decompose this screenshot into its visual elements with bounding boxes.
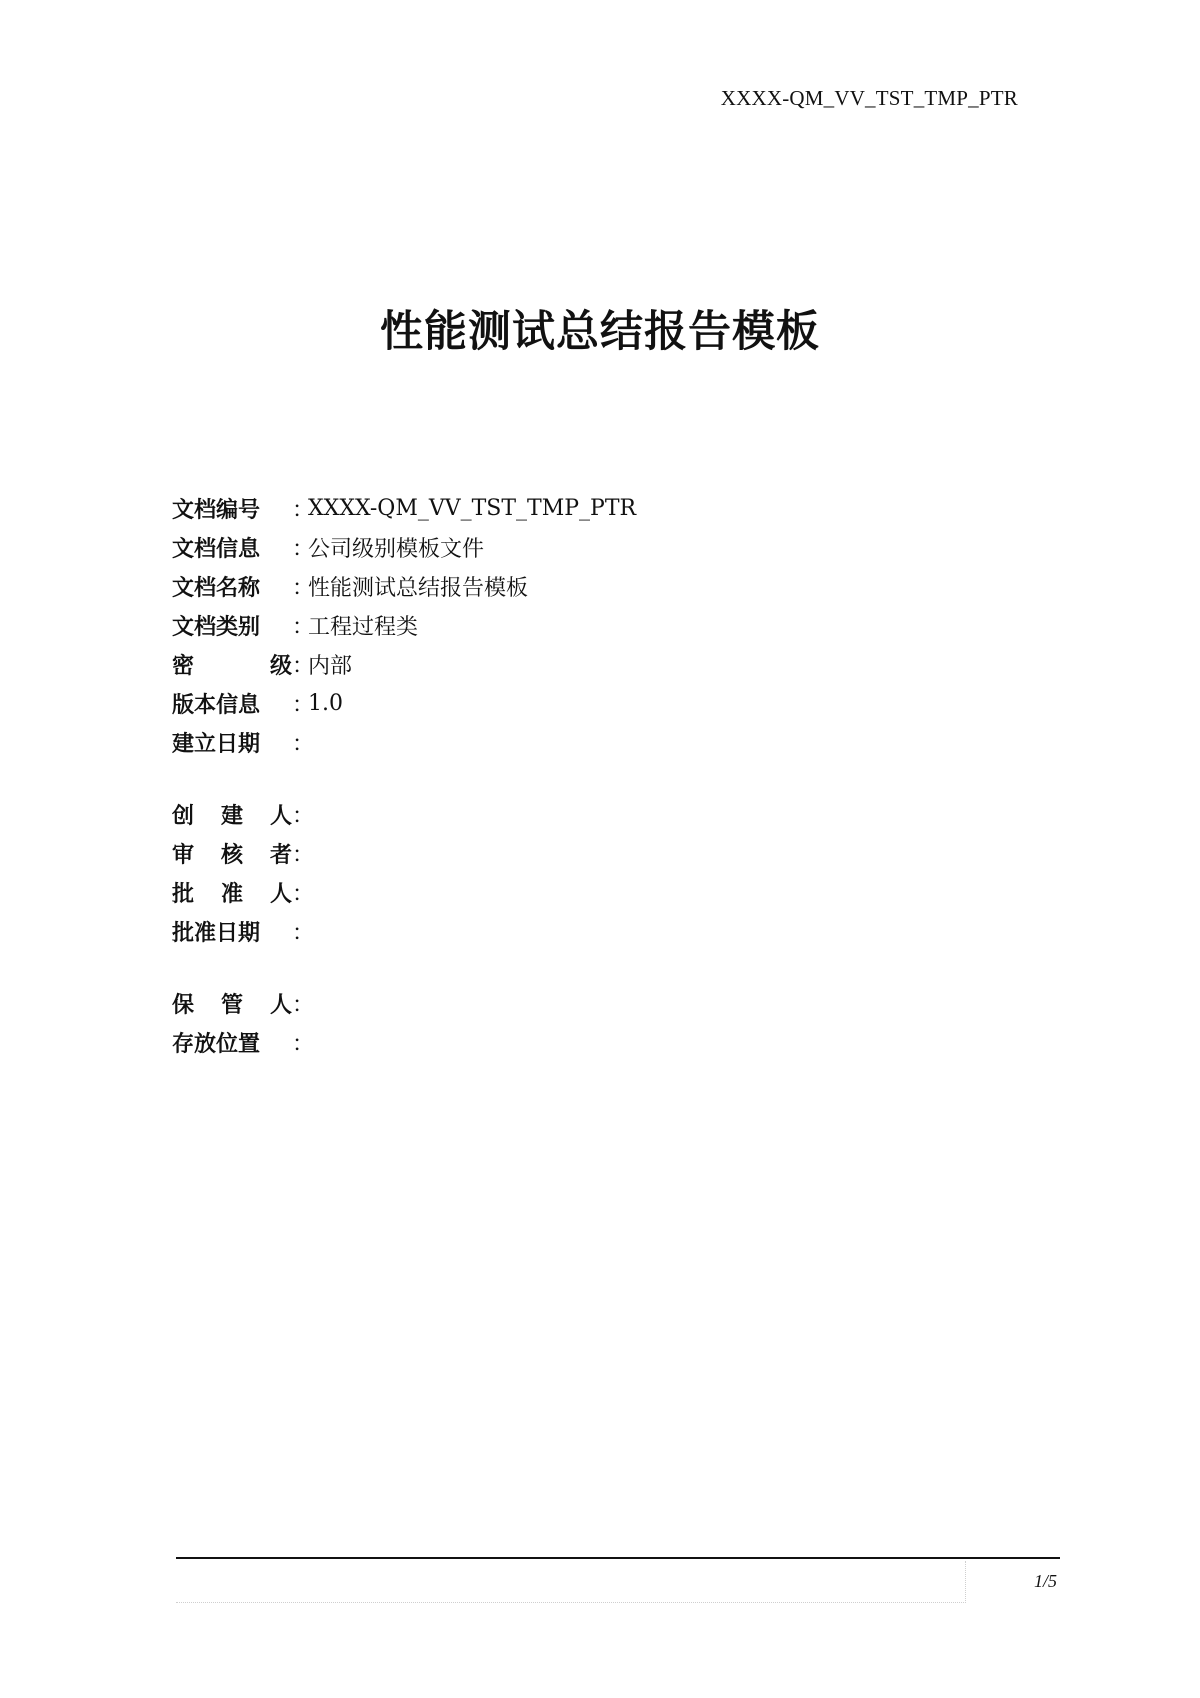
- field-creator: [172, 795, 952, 834]
- field-value: 性能测试总结报告模板: [308, 576, 529, 601]
- field-colon: ：: [292, 993, 315, 1018]
- field-label-character: 者: [269, 843, 292, 868]
- page-number: 1/5: [1033, 1571, 1057, 1591]
- field-colon: ：: [292, 537, 315, 562]
- section-gap: [172, 762, 952, 795]
- field-label: 文档编号: [172, 498, 261, 523]
- field-label: [172, 877, 292, 908]
- footer-dotted-box: [176, 1561, 966, 1603]
- field-label-character: 建: [220, 804, 243, 829]
- field-colon: ：: [292, 843, 315, 868]
- field-label: 文档名称: [172, 576, 261, 601]
- field-label-character: 人: [269, 882, 292, 907]
- field-storage-location: [172, 1023, 952, 1062]
- field-value: 1.0: [308, 691, 343, 716]
- header-document-code: XXXX-QM_VV_TST_TMP_PTR: [720, 86, 1018, 110]
- field-approver: [172, 873, 952, 912]
- field-colon: ：: [292, 921, 315, 946]
- field-created-date: [172, 723, 952, 762]
- field-colon: ：: [292, 732, 315, 757]
- field-label-character: 人: [269, 804, 292, 829]
- field-label-character: 密: [172, 654, 195, 679]
- field-doc-info: [172, 528, 952, 567]
- field-label: 批准日期: [172, 921, 261, 946]
- field-colon: ：: [292, 576, 315, 601]
- field-security-level: [172, 645, 952, 684]
- field-version-info: [172, 684, 952, 723]
- field-custodian: [172, 984, 952, 1023]
- footer-divider: [176, 1557, 1060, 1559]
- field-colon: ：: [292, 882, 315, 907]
- field-label-character: 级: [269, 654, 292, 679]
- field-colon: ：: [292, 615, 315, 640]
- field-label: 文档类别: [172, 615, 261, 640]
- field-doc-category: [172, 606, 952, 645]
- field-value: 内部: [308, 654, 353, 679]
- field-label: 版本信息: [172, 693, 261, 718]
- field-approval-date: [172, 912, 952, 951]
- field-label: [172, 649, 292, 680]
- field-label: 文档信息: [172, 537, 261, 562]
- field-colon: ：: [292, 693, 315, 718]
- field-label: [172, 838, 292, 869]
- field-label-character: 准: [220, 882, 243, 907]
- section-gap: [172, 951, 952, 984]
- field-colon: ：: [292, 654, 315, 679]
- field-label: 建立日期: [172, 732, 261, 757]
- field-reviewer: [172, 834, 952, 873]
- field-value: 工程过程类: [308, 615, 419, 640]
- field-label: [172, 799, 292, 830]
- field-doc-number: [172, 489, 952, 528]
- field-label-character: 批: [172, 882, 195, 907]
- field-label-character: 管: [220, 993, 243, 1018]
- field-label-character: 创: [172, 804, 195, 829]
- field-doc-name: [172, 567, 952, 606]
- document-title: 性能测试总结报告模板: [380, 307, 820, 357]
- field-value: 公司级别模板文件: [308, 537, 485, 562]
- field-label-character: 核: [220, 843, 243, 868]
- document-info-block: [172, 489, 952, 1062]
- field-label-character: 人: [269, 993, 292, 1018]
- field-colon: ：: [292, 498, 315, 523]
- field-colon: ：: [292, 804, 315, 829]
- field-colon: ：: [292, 1032, 315, 1057]
- field-label-character: 保: [172, 993, 195, 1018]
- field-label: 存放位置: [172, 1032, 261, 1057]
- field-label-character: 审: [172, 843, 195, 868]
- field-value: XXXX-QM_VV_TST_TMP_PTR: [308, 496, 637, 521]
- field-label: [172, 988, 292, 1019]
